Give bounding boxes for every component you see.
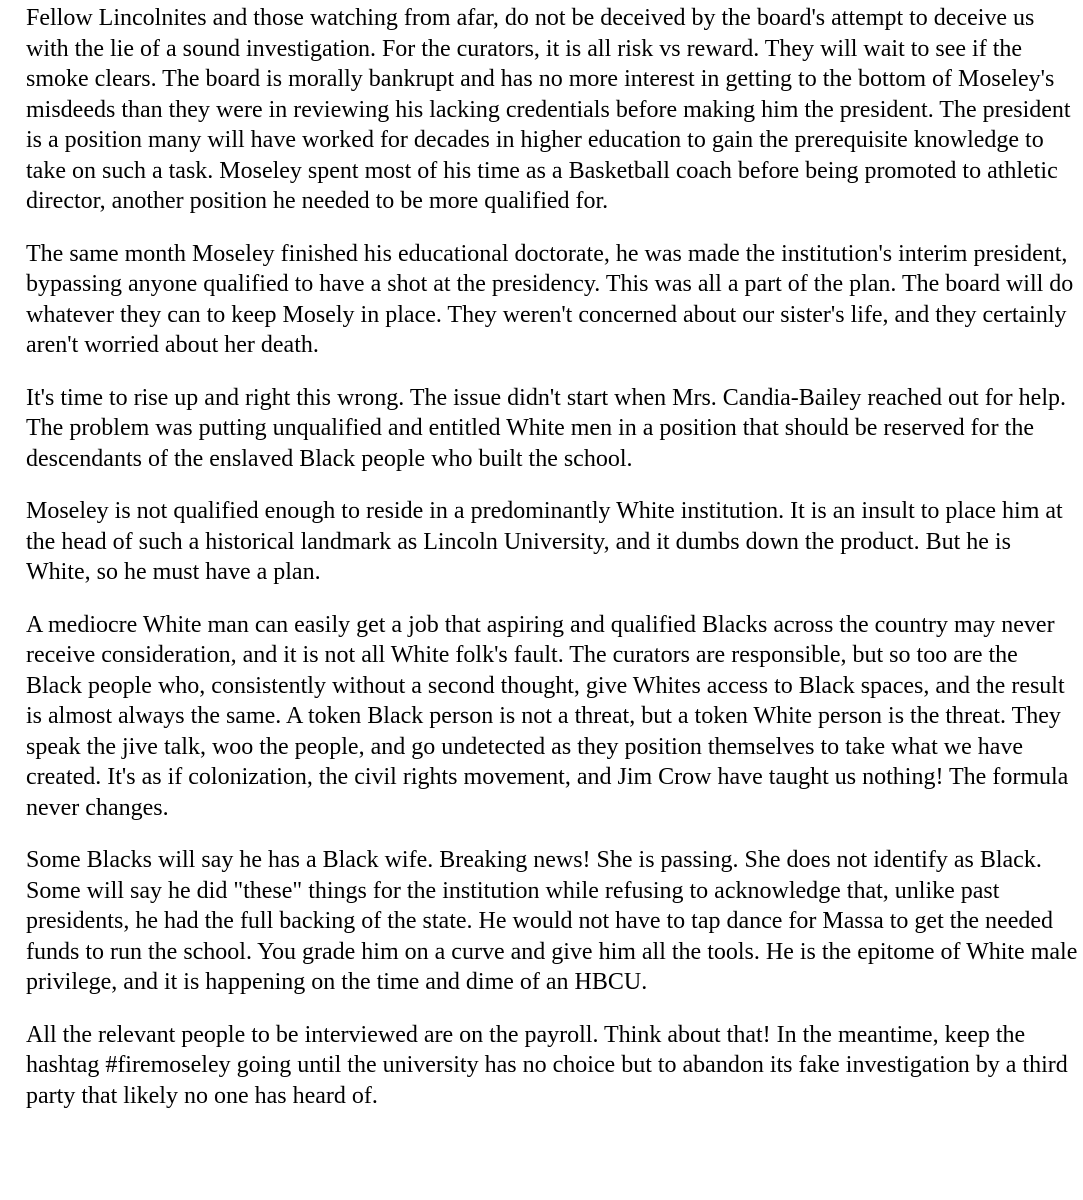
paragraph-7: All the relevant people to be interviewed are on the payroll. Think about that! In the meantime, keep the hashtag #firemoseley going until the university has no choice but to abandon its fake investigation by a third party that likely no one has heard of.: [26, 1021, 1068, 1109]
paragraph-3: It's time to rise up and right this wrong. The issue didn't start when Mrs. Candia-Bailey reached out for help. The problem was putting unqualified and entitled White men in a position that should be reserved for the descendants of the enslaved Black people who built the school.: [26, 384, 1066, 472]
paragraph-1: Fellow Lincolnites and those watching from afar, do not be deceived by the board's attempt to deceive us with the lie of a sound investigation. For the curators, it is all risk vs reward. They will wait to see if the smoke clears. The board is morally bankrupt and has no more interest in getting to the bottom of Moseley's misdeeds than they were in reviewing his lacking credentials before making him the president. The president is a position many will have worked for decades in higher education to gain the prerequisite knowledge to take on such a task. Moseley spent most of his time as a Basketball coach before being promoted to athletic director, another position he needed to be more qualified for.: [26, 5, 1071, 214]
paragraph-5: A mediocre White man can easily get a job that aspiring and qualified Blacks across the country may never receive consideration, and it is not all White folk's fault. The curators are responsible, but so too are the Black people who, consistently without a second thought, give Whites access to Black spaces, and the result is almost always the same. A token Black person is not a threat, but a token White person is the threat. They speak the jive talk, woo the people, and go undetected as they position themselves to take what we have created. It's as if colonization, the civil rights movement, and Jim Crow have taught us nothing! The formula never changes.: [26, 611, 1069, 821]
document-body: [26, 3, 1078, 1133]
paragraph-4: Moseley is not qualified enough to reside in a predominantly White institution. It is an insult to place him at the head of such a historical landmark as Lincoln University, and it dumbs down the product. But he is White, so he must have a plan.: [26, 498, 1063, 585]
paragraph-6: Some Blacks will say he has a Black wife. Breaking news! She is passing. She does not identify as Black. Some will say he did "these" things for the institution while refusing to acknowledge that, unlike past presidents, he had the full backing of the state. He would not have to tap dance for Massa to get the needed funds to run the school. You grade him on a curve and give him all the tools. He is the epitome of White male privilege, and it is happening on the time and dime of an HBCU.: [26, 847, 1078, 995]
paragraph-2: The same month Moseley finished his educational doctorate, he was made the institution's interim president, bypassing anyone qualified to have a shot at the presidency. This was all a part of the plan. The board will do whatever they can to keep Mosely in place. They weren't concerned about our sister's life, and they certainly aren't worried about her death.: [26, 240, 1074, 358]
